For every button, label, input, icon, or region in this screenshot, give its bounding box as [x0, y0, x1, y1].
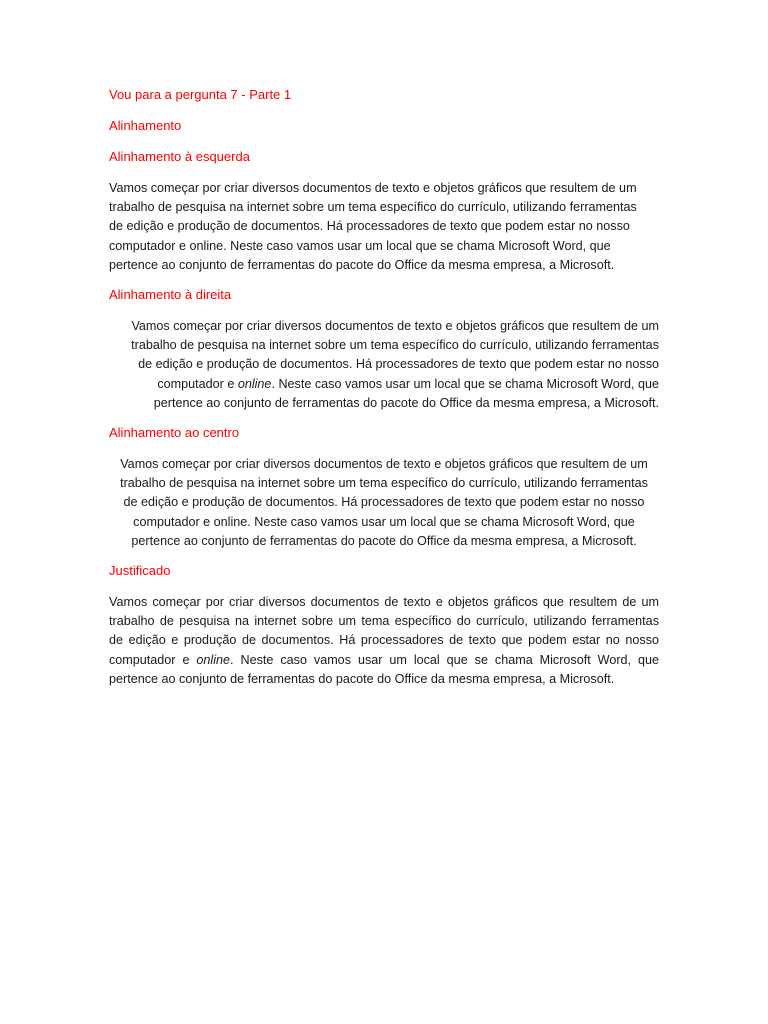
paragraph-line: Vamos começar por criar diversos documentos de texto e objetos gráficos que resultem de um — [109, 595, 659, 610]
document-page — [109, 86, 659, 700]
paragraph-line: pertence ao conjunto de ferramentas do pacote do Office da mesma empresa, a Microsoft. — [131, 533, 637, 548]
paragraph-line — [109, 375, 659, 394]
text-run: . Neste caso vamos usar um local que se chama Microsoft Word, que — [230, 652, 659, 667]
left-aligned-paragraph — [109, 179, 659, 275]
paragraph-line: trabalho de pesquisa na internet sobre um tema específico do currículo, utilizando ferramentas — [109, 614, 659, 629]
paragraph-line: Vamos começar por criar diversos documentos de texto e objetos gráficos que resultem de um — [120, 457, 648, 472]
right-aligned-paragraph — [109, 317, 659, 413]
text-run: computador e — [157, 376, 238, 391]
paragraph-line: Vamos começar por criar diversos documentos de texto e objetos gráficos que resultem de um — [109, 181, 637, 195]
right-align-heading: Alinhamento à direita — [109, 287, 232, 303]
paragraph-line: Vamos começar por criar diversos documentos de texto e objetos gráficos que resultem de um — [131, 319, 659, 334]
justified-paragraph — [109, 593, 659, 689]
italic-word: online — [237, 376, 272, 391]
paragraph-line: trabalho de pesquisa na internet sobre um tema específico do currículo, utilizando ferramentas — [109, 200, 637, 215]
justified-heading: Justificado — [109, 563, 171, 579]
section-heading: Alinhamento — [109, 118, 182, 133]
paragraph-line — [109, 651, 659, 670]
paragraph-line: pertence ao conjunto de ferramentas do pacote do Office da mesma empresa, a Microsoft. — [109, 671, 615, 686]
italic-word: online — [196, 652, 231, 667]
text-run: . Neste caso vamos usar um local que se chama Microsoft Word, que — [271, 376, 659, 391]
paragraph-line: de edição e produção de documentos. Há processadores de texto que podem estar no nosso — [123, 495, 645, 510]
center-aligned-paragraph — [109, 455, 659, 551]
left-align-heading: Alinhamento à esquerda — [109, 149, 250, 164]
paragraph-line: de edição e produção de documentos. Há processadores de texto que podem estar no nosso — [109, 219, 630, 234]
paragraph-line: de edição e produção de documentos. Há processadores de texto que podem estar no nosso — [138, 357, 659, 372]
paragraph-line: de edição e produção de documentos. Há processadores de texto que podem estar no nosso — [109, 633, 659, 648]
paragraph-line: pertence ao conjunto de ferramentas do pacote do Office da mesma empresa, a Microsoft. — [109, 257, 615, 272]
document-title: Vou para a pergunta 7 - Parte 1 — [109, 87, 292, 102]
paragraph-line: pertence ao conjunto de ferramentas do pacote do Office da mesma empresa, a Microsoft. — [153, 395, 659, 410]
paragraph-line: trabalho de pesquisa na internet sobre um tema específico do currículo, utilizando ferramentas — [131, 338, 659, 353]
paragraph-line: computador e online. Neste caso vamos usar um local que se chama Microsoft Word, que — [109, 238, 611, 253]
center-align-heading: Alinhamento ao centro — [109, 425, 240, 441]
paragraph-line: trabalho de pesquisa na internet sobre um tema específico do currículo, utilizando ferramentas — [120, 476, 648, 491]
text-run: computador e — [109, 652, 197, 667]
paragraph-line: computador e online. Neste caso vamos usar um local que se chama Microsoft Word, que — [133, 514, 635, 529]
